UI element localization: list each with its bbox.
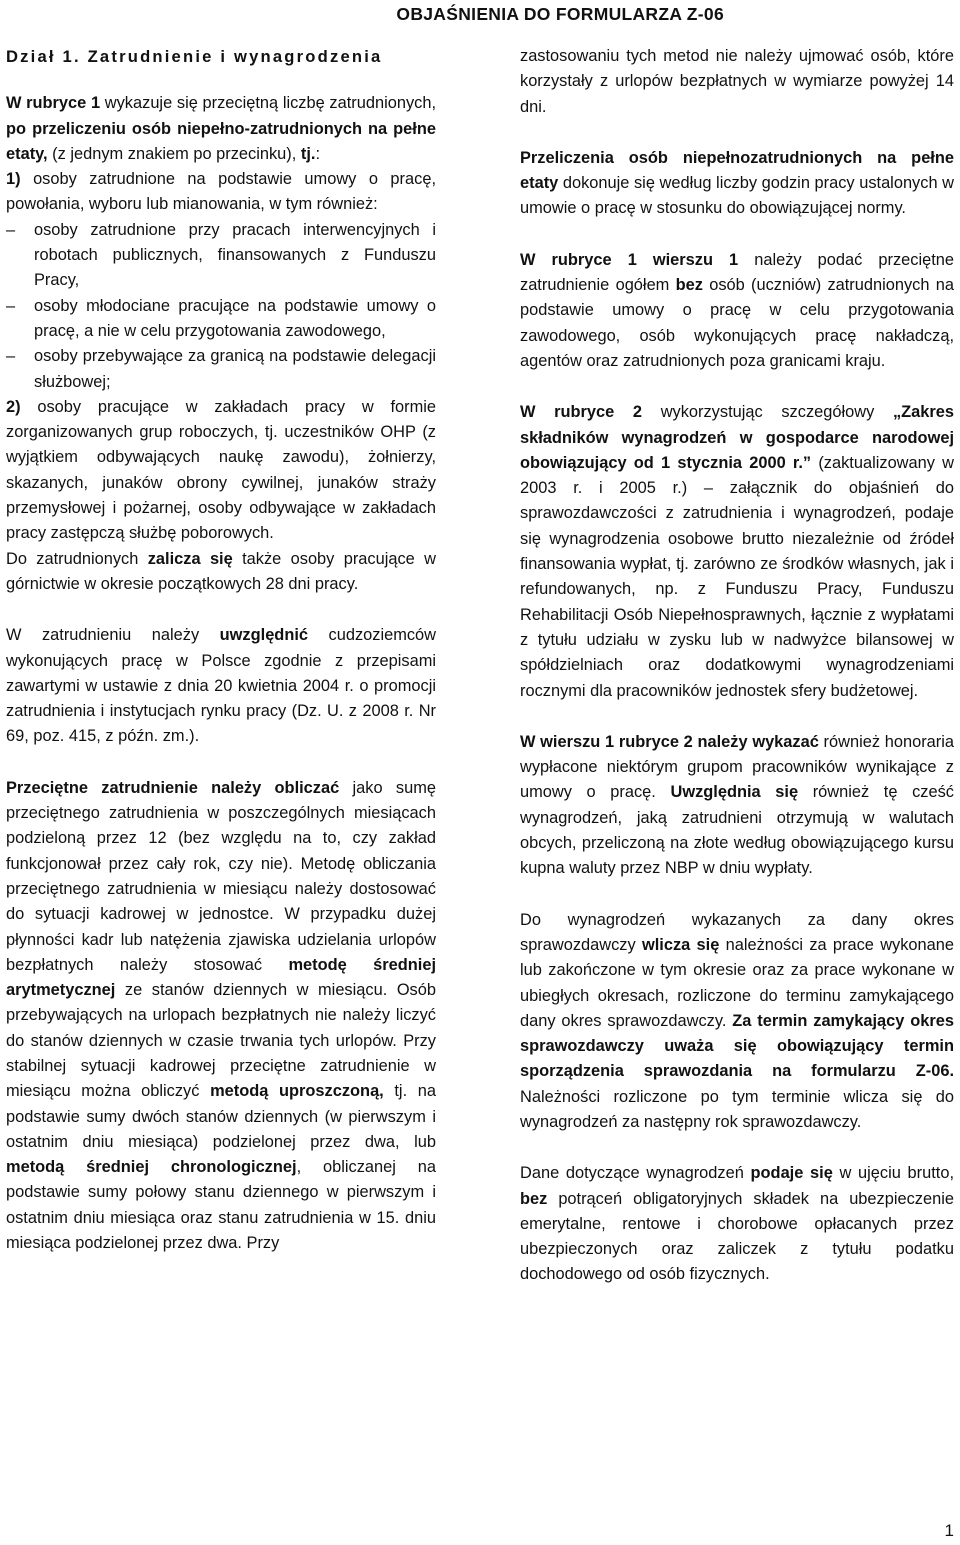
paragraph-wiersz-1-rubryka-2 (520, 730, 954, 882)
paragraph-dane-brutto (520, 1161, 954, 1287)
paragraph-rubryka-1-wiersz-1 (520, 248, 954, 374)
list-item-text: osoby zatrudnione przy pracach interwencyjnych i robotach publicznych, finansowanych z Funduszu Pracy, (34, 220, 436, 290)
text-run: należności za prace wykonane lub zakończone w tym okresie oraz za prace wykonane w ubiegłych okresach, rozliczone do terminu zamykającego dany okres sprawozdawczy. (520, 935, 955, 1030)
emphasis: metodą uproszczoną, (210, 1082, 384, 1101)
text-run: także osoby pracujące w górnictwie w okresie początkowych 28 dni pracy. (6, 549, 436, 593)
dash-list (6, 218, 436, 395)
emphasis: zalicza się (147, 549, 233, 568)
section-title: Dział 1. Zatrudnienie i wynagrodzenia (6, 47, 383, 66)
text-run: ze stanów dziennych w miesiącu. Osób przebywających na urlopach bezpłatnych nie należy liczyć do stanów dziennych w czasie trwania tych urlopów. Przy stabilnej sytuacji kadrowej przeciętne zatrudnienie w miesiącu można obliczyć (6, 981, 436, 1101)
page-header-title: OBJAŚNIENIA DO FORMULARZA Z-06 (396, 4, 724, 24)
text-run: (z jednym znakiem po przecinku), (47, 144, 301, 163)
text-run: Dane dotyczące wynagrodzeń (520, 1164, 751, 1183)
emphasis: Za termin zamykający okres sprawozdawczy uważa się obowiązujący termin sporządzenia sprawozdania na formularzu Z-06. (520, 1011, 954, 1081)
list-item (6, 294, 436, 345)
paragraph-point-2 (6, 395, 436, 547)
emphasis: metodę średniej arytmetycznej (6, 955, 436, 1000)
emphasis: metodą średniej chronologicznej (6, 1158, 297, 1177)
text-run: w ujęciu brutto, (832, 1164, 955, 1183)
emphasis: bez (675, 276, 703, 295)
page-number: 1 (944, 1521, 954, 1540)
text-run: osoby zatrudnione na podstawie umowy o pracę, powołania, wyboru lub mianowania, w tym również: (6, 170, 436, 214)
text-run: wykazuje się przeciętną liczbę zatrudnionych, (100, 94, 437, 113)
text-run: również tę cześć wynagrodzeń, jaką zatrudnieni otrzymują w walutach obcych, przeliczoną na złote według obowiązującego kursu kupna waluty przez NBP w dniu wypłaty. (520, 783, 954, 878)
text-run: potrąceń obligatoryjnych składek na ubezpieczenie emerytalne, rentowe i chorobowe opłacanych przez ubezpieczonych oraz zaliczek z tytułu podatku dochodowego od osób fizycznych. (520, 1189, 954, 1284)
paragraph-rubric-1 (6, 91, 436, 167)
emphasis: bez (520, 1189, 548, 1208)
emphasis: po przeliczeniu osób niepełno-zatrudnionych na pełne etaty, (6, 119, 436, 163)
paragraph-wynagrodzenia-okres (520, 908, 954, 1136)
dash-marker: – (6, 296, 16, 315)
paragraph-zalicza (6, 547, 436, 598)
paragraph-przecietne (6, 776, 436, 1257)
emphasis: tj. (300, 144, 316, 163)
emphasis: W wierszu 1 rubryce 2 należy wykazać (520, 732, 819, 751)
text-run: Do zatrudnionych (6, 549, 148, 568)
list-item (6, 344, 436, 395)
text-run: osób (uczniów) zatrudnionych na podstawie umowy o pracę w celu przygotowania zawodowego, osób wykonujących pracę nakładczą, agentów oraz zatrudnionych poza granicami kraju. (520, 276, 954, 370)
list-item-text: osoby przebywające za granicą na podstawie delegacji służbowej; (34, 347, 436, 391)
paragraph-cudzoziemcy (6, 623, 436, 749)
emphasis: uwzględnić (219, 626, 309, 645)
text-run: należy podać przeciętne zatrudnienie ogółem (520, 250, 954, 295)
text-run: dokonuje się według liczby godzin pracy ustalonych w umowie o pracę w stosunku do obowiązującej normy. (520, 174, 954, 218)
text-run: osoby pracujące w zakładach pracy w formie zorganizowanych grup roboczych, tj. uczestników OHP (z wyjątkiem odbywających naukę zawodu), żołnierzy, skazanych, junaków obrony cywilnej, junaków straży przemysłowej i pożarnej, osoby odbywające w zakładach pracy zastępczą służbę poborowych. (6, 397, 436, 543)
text-run: jako sumę przeciętnego zatrudnienia w poszczególnych miesiącach podzieloną przez 12 (bez względu na to, czy zakład funkcjonował przez cały rok, czy nie). Metodę obliczania przeciętnego zatrudnienia w miesiącu należy dostosować do sytuacji kadrowej w jednostce. W przypadku dużej płynności kadr lub natężenia zjawiska udzielania urlopów bezpłatnych należy stosować (6, 778, 436, 974)
text-run: Do wynagrodzeń wykazanych za dany okres sprawozdawczy (520, 910, 954, 954)
emphasis: W rubryce 2 (520, 403, 643, 422)
emphasis: „Zakres składników wynagrodzeń w gospodarce narodowej obowiązujący od 1 stycznia 2000 r.” (520, 403, 954, 472)
emphasis: W rubryce 1 wierszu 1 (520, 250, 739, 269)
emphasis: Przeciętne zatrudnienie należy obliczać (6, 778, 340, 797)
list-item-text: osoby młodociane pracujące na podstawie umowy o pracę, a nie w celu przygotowania zawodowego, (34, 296, 436, 340)
right-column (520, 44, 954, 1300)
dash-marker: – (6, 220, 16, 239)
emphasis: W rubryce 1 (6, 94, 101, 113)
text-run: również honoraria wypłacone niektórym grupom pracowników wynikające z umowy o pracę. (520, 732, 954, 802)
text-run: : (315, 144, 320, 163)
emphasis: 2) (6, 397, 21, 416)
left-column (6, 44, 436, 1268)
dash-marker: – (6, 347, 16, 366)
text-run: (zaktualizowany w 2003 r. i 2005 r.) – załącznik do objaśnień do sprawozdawczości z zatrudnienia i wynagrodzeń, podaje się wynagrodzenia osobowe brutto niezależnie od źródeł finansowania wypłat, tj. zarówno ze środków własnych, jak i refundowanych, np. z Funduszu Pracy, Funduszu Rehabilitacji Osób Niepełnosprawnych, łącznie z wypłatami z tytułu udziału w zysku lub w nadwyżce bilansowej w spółdzielniach oraz dodatkowymi wynagrodzeniami rocznymi dla pracowników jednostek sfery budżetowej. (520, 453, 954, 700)
text-run: Należności rozliczone po tym terminie wlicza się do wynagrodzeń za następny rok sprawozdawczy. (520, 1087, 954, 1131)
text-run: wykorzystując szczegółowy (642, 403, 893, 422)
emphasis: wlicza się (641, 935, 720, 954)
paragraph-przeliczenia (520, 146, 954, 222)
emphasis: 1) (6, 170, 21, 189)
text-run: , obliczanej na podstawie sumy połowy stanu dziennego w pierwszym i ostatnim dniu miesiąca oraz stanu zatrudnienia w 15. dniu miesiąca podzielonej przez dwa. Przy (6, 1158, 436, 1253)
emphasis: Przeliczenia osób niepełnozatrudnionych na pełne etaty (520, 148, 954, 193)
emphasis: podaje się (750, 1164, 833, 1183)
text-run: W zatrudnieniu należy (6, 626, 220, 645)
text-run: cudzoziemców wykonujących pracę w Polsce zgodnie z przepisami zawartymi w ustawie z dnia 20 kwietnia 2004 r. o promocji zatrudnienia i instytucjach rynku pracy (Dz. U. z 2008 r. Nr 69, poz. 415, z późn. zm.). (6, 626, 437, 746)
paragraph-rubryka-2 (520, 400, 954, 704)
paragraph-point-1 (6, 167, 436, 218)
text-run: tj. na podstawie sumy dwóch stanów dziennych (w pierwszym i ostatnim dniu miesiąca) podzielonej przez dwa, lub (6, 1082, 436, 1151)
emphasis: Uwzględnia się (670, 783, 799, 802)
list-item (6, 218, 436, 294)
paragraph-continuation: zastosowaniu tych metod nie należy ujmować osób, które korzystały z urlopów bezpłatnych w wymiarze powyżej 14 dni. (520, 47, 954, 116)
